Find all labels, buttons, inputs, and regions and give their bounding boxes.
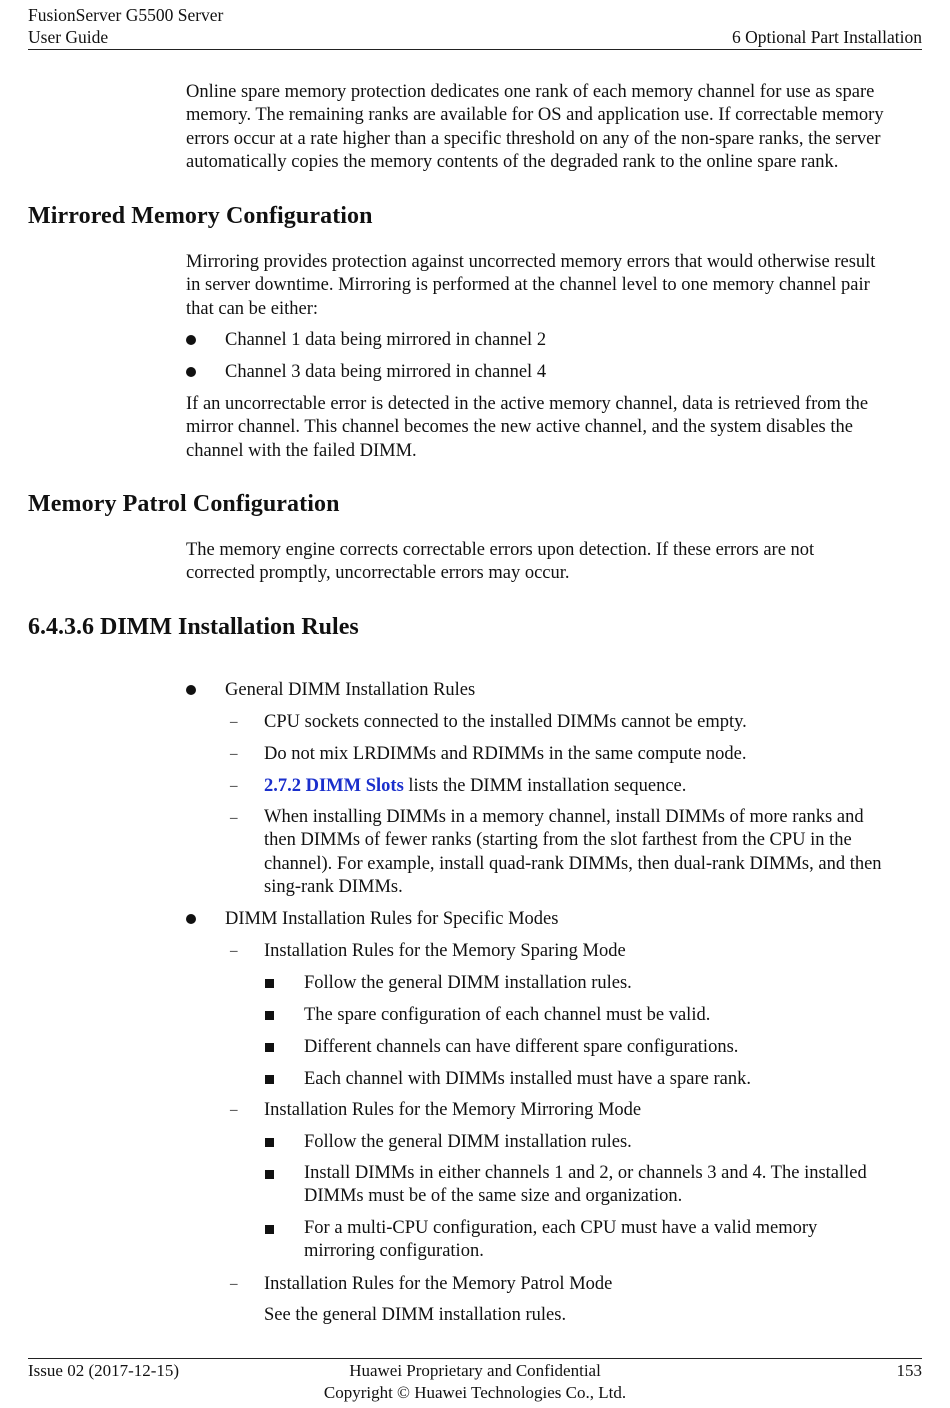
general-rule-d: When installing DIMMs in a memory channel, install DIMMs of more ranks and then DIMMs of fewer ranks (starting from the slot farthest from the CPU in the channel). For example, install quad-rank DIMMs, then dual-rank DIMMs, and then sing-rank DIMMs. bbox=[264, 807, 882, 897]
dash-icon: – bbox=[230, 1102, 238, 1118]
patrol-mode-label: Installation Rules for the Memory Patrol Mode bbox=[264, 1274, 613, 1294]
list-item bbox=[265, 1004, 274, 1027]
intro-paragraph: Online spare memory protection dedicates one rank of each memory channel for use as spare memory. The remaining ranks are available for OS and application use. If correctable memory errors occur at a rate higher than a specific threshold on any of the non-spare ranks, the server automatically copies the memory contents of the degraded rank to the online spare rank. bbox=[186, 82, 884, 172]
heading-patrol: Memory Patrol Configuration bbox=[28, 491, 340, 517]
list-item bbox=[186, 361, 196, 384]
heading-dimm-rules: 6.4.3.6 DIMM Installation Rules bbox=[28, 614, 359, 640]
list-item bbox=[265, 1163, 274, 1186]
square-bullet-icon bbox=[265, 979, 274, 988]
footer-issue: Issue 02 (2017-12-15) bbox=[28, 1361, 180, 1380]
heading-mirrored: Mirrored Memory Configuration bbox=[28, 203, 373, 229]
square-bullet-icon bbox=[265, 1225, 274, 1234]
list-item bbox=[186, 329, 196, 352]
general-rule-c: 2.7.2 DIMM Slots lists the DIMM installation sequence. bbox=[264, 776, 687, 796]
header-doc-type: User Guide bbox=[28, 27, 109, 47]
list-item bbox=[265, 1036, 274, 1059]
header-product: FusionServer G5500 Server bbox=[28, 5, 224, 25]
footer-rule bbox=[28, 1358, 922, 1359]
mirroring-rule-2: Install DIMMs in either channels 1 and 2, or channels 3 and 4. The installed DIMMs must be of the same size and organization. bbox=[304, 1163, 867, 1207]
sparing-mode-label: Installation Rules for the Memory Sparing Mode bbox=[264, 941, 626, 961]
list-item bbox=[186, 908, 196, 931]
list-item bbox=[265, 1131, 274, 1154]
dash-icon: – bbox=[230, 1276, 238, 1292]
square-bullet-icon bbox=[265, 1011, 274, 1020]
sparing-rule-1: Follow the general DIMM installation rules. bbox=[304, 973, 632, 993]
patrol-paragraph: The memory engine corrects correctable errors upon detection. If these errors are not corrected promptly, uncorrectable errors may occur. bbox=[186, 540, 815, 584]
dash-icon: – bbox=[230, 778, 238, 794]
sparing-rule-2: The spare configuration of each channel must be valid. bbox=[304, 1005, 711, 1025]
mirroring-rule-3: For a multi-CPU configuration, each CPU must have a valid memory mirroring configuration. bbox=[304, 1218, 818, 1262]
mirrored-paragraph-1: Mirroring provides protection against uncorrected memory errors that would otherwise result in server downtime. Mirroring is performed at the channel level to one memory channel pair that can be either: bbox=[186, 252, 876, 319]
mirroring-mode-label: Installation Rules for the Memory Mirroring Mode bbox=[264, 1100, 642, 1120]
bullet-dot-icon bbox=[186, 914, 196, 924]
bullet-dot-icon bbox=[186, 367, 196, 377]
sparing-rule-3: Different channels can have different spare configurations. bbox=[304, 1037, 739, 1057]
bullet-dot-icon bbox=[186, 335, 196, 345]
footer-copyright: Copyright © Huawei Technologies Co., Ltd. bbox=[323, 1383, 627, 1402]
mirrored-bullet-1: Channel 1 data being mirrored in channel 2 bbox=[225, 330, 547, 350]
dimm-slots-link[interactable]: 2.7.2 DIMM Slots bbox=[264, 776, 404, 796]
mirrored-paragraph-2: If an uncorrectable error is detected in the active memory channel, data is retrieved from the mirror channel. This channel becomes the new active channel, and the system disables the channel with the failed DIMM. bbox=[186, 394, 869, 461]
page-number: 153 bbox=[896, 1361, 922, 1380]
sparing-rule-4: Each channel with DIMMs installed must have a spare rank. bbox=[304, 1069, 751, 1089]
header-rule bbox=[28, 49, 922, 50]
list-item bbox=[186, 679, 196, 702]
general-rules-label: General DIMM Installation Rules bbox=[225, 680, 476, 700]
footer-confidential: Huawei Proprietary and Confidential bbox=[349, 1361, 601, 1380]
square-bullet-icon bbox=[265, 1138, 274, 1147]
square-bullet-icon bbox=[265, 1075, 274, 1084]
dash-icon: – bbox=[230, 714, 238, 730]
general-rule-a: CPU sockets connected to the installed DIMMs cannot be empty. bbox=[264, 712, 747, 732]
square-bullet-icon bbox=[265, 1170, 274, 1179]
general-rule-b: Do not mix LRDIMMs and RDIMMs in the same compute node. bbox=[264, 744, 747, 764]
list-item bbox=[265, 972, 274, 995]
list-item bbox=[265, 1068, 274, 1091]
header-chapter: 6 Optional Part Installation bbox=[731, 27, 922, 47]
bullet-dot-icon bbox=[186, 685, 196, 695]
patrol-mode-note: See the general DIMM installation rules. bbox=[264, 1305, 567, 1325]
mirrored-bullet-2: Channel 3 data being mirrored in channel 4 bbox=[225, 362, 547, 382]
mirroring-rule-1: Follow the general DIMM installation rules. bbox=[304, 1132, 632, 1152]
dash-icon: – bbox=[230, 943, 238, 959]
dash-icon: – bbox=[230, 810, 238, 826]
specific-rules-label: DIMM Installation Rules for Specific Modes bbox=[225, 909, 559, 929]
dash-icon: – bbox=[230, 746, 238, 762]
square-bullet-icon bbox=[265, 1043, 274, 1052]
list-item bbox=[265, 1218, 274, 1241]
